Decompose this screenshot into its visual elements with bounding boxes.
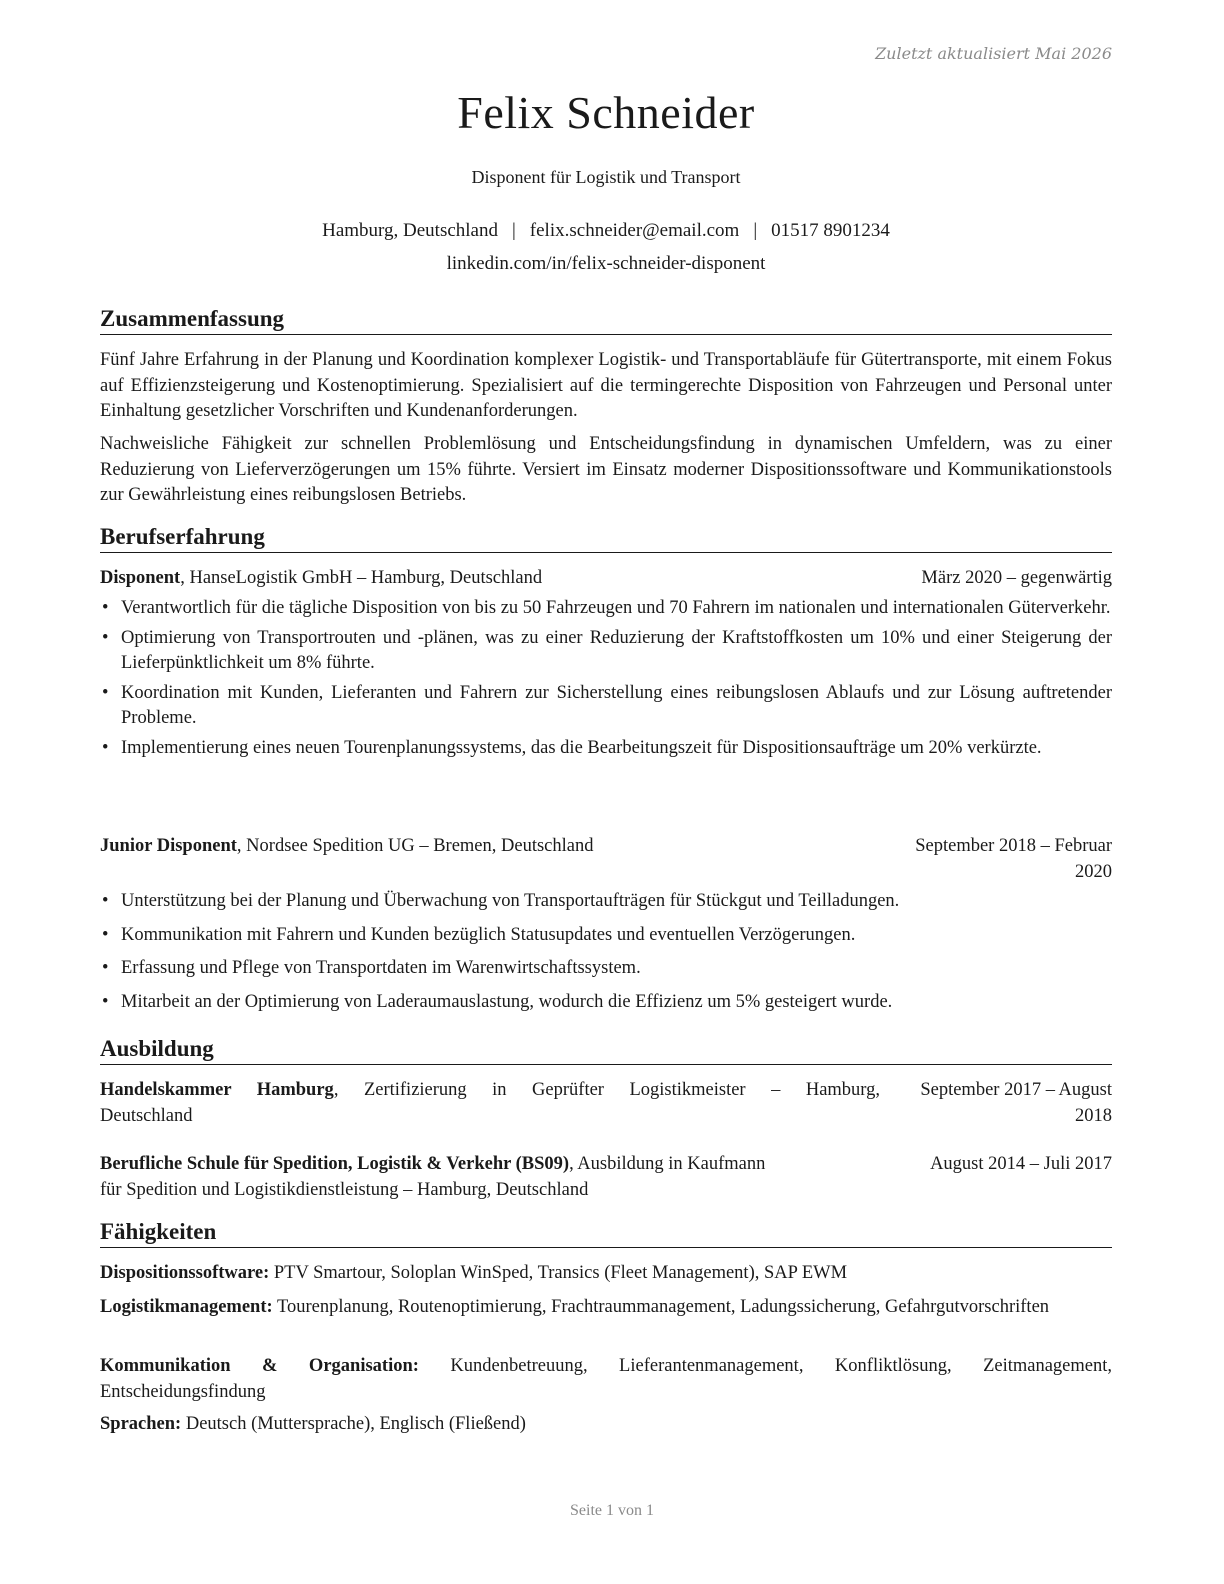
- summary-paragraph: Fünf Jahre Erfahrung in der Planung und Koordination komplexer Logistik- und Transportabläufe für Gütertransporte, mit einem Fokus auf Effizienzsteigerung und Kostenoptimierung. Spezialisiert auf die termingerechte Disposition von Fahrzeugen und Personal unter Einhaltung gesetzlicher Vorschriften und Kundenanforderungen.: [100, 350, 1112, 421]
- education-institution-line: Handelskammer Hamburg, Zertifizierung in Geprüfter Logistikmeister – Hamburg,: [100, 1080, 880, 1100]
- email-link[interactable]: felix.schneider@email.com: [529, 220, 740, 241]
- job-dates: März 2020 – gegenwärtig: [921, 568, 1112, 588]
- list-item: • Optimierung von Transportrouten und -plänen, was zu einer Reduzierung der Kraftstoffkosten um 10% und einer Steigerung der Lieferpünktlichkeit um 8% führte.: [100, 626, 1112, 677]
- education-entry: [100, 1078, 1112, 1130]
- job-header: [100, 834, 1112, 886]
- section-title-education: Ausbildung: [100, 1035, 1112, 1065]
- section-title-summary: Zusammenfassung: [100, 305, 1112, 335]
- last-updated-note: Zuletzt aktualisiert Mai 2026: [875, 44, 1112, 63]
- section-title-experience: Berufserfahrung: [100, 523, 1112, 553]
- contact-separator: |: [511, 220, 516, 241]
- job-bullets: [100, 596, 1112, 761]
- job-company: , HanseLogistik GmbH – Hamburg, Deutschland: [180, 568, 543, 588]
- list-item: • Koordination mit Kunden, Lieferanten und Fahrern zur Sicherstellung eines reibungslosen Ablaufs und zur Lösung auftretender Probleme.: [100, 681, 1112, 732]
- skill-value: Tourenplanung, Routenoptimierung, Frachtraummanagement, Ladungssicherung, Gefahrgutvorschriften: [272, 1297, 1050, 1317]
- list-item: • Unterstützung bei der Planung und Überwachung von Transportaufträgen für Stückgut und Teilladungen.: [100, 889, 1112, 915]
- location-text: Hamburg, Deutschland: [322, 220, 498, 241]
- contact-line: [100, 220, 1112, 242]
- list-item: • Kommunikation mit Fahrern und Kunden bezüglich Statusupdates und eventuellen Verzögerungen.: [100, 923, 1112, 949]
- skill-label: Sprachen:: [100, 1414, 182, 1434]
- person-name: Felix Schneider: [457, 87, 755, 138]
- skill-label: Dispositionssoftware:: [100, 1263, 270, 1283]
- list-item: • Implementierung eines neuen Tourenplanungssystems, das die Bearbeitungszeit für Dispositionsaufträge um 20% verkürzte.: [100, 736, 1112, 762]
- contact-separator: |: [753, 220, 758, 241]
- job-title-company: [100, 566, 542, 592]
- phone-text: 01517 8901234: [771, 220, 890, 241]
- education-institution-line: Berufliche Schule für Spedition, Logistik & Verkehr (BS09), Ausbildung in Kaufmann: [100, 1154, 766, 1174]
- skill-label: Logistikmanagement:: [100, 1297, 273, 1317]
- job-headline: Disponent für Logistik und Transport: [471, 167, 741, 187]
- education-dates: September 2017 – August 2018: [920, 1080, 1112, 1126]
- skill-line: [100, 1354, 1112, 1405]
- institution-name: Berufliche Schule für Spedition, Logistik & Verkehr (BS09): [100, 1154, 570, 1174]
- section-title-skills: Fähigkeiten: [100, 1218, 1112, 1248]
- job-bullets: [100, 889, 1112, 1015]
- education-entry: [100, 1152, 1112, 1204]
- job-title-company: [100, 834, 594, 860]
- list-item: • Erfassung und Pflege von Transportdaten im Warenwirtschaftssystem.: [100, 956, 1112, 982]
- education-dates: August 2014 – Juli 2017: [930, 1154, 1112, 1174]
- skill-line: [100, 1261, 1112, 1287]
- skill-value: Kundenbetreuung, Lieferantenmanagement, Konfliktlösung, Zeitmanagement, Entscheidungsfindung: [100, 1356, 1112, 1402]
- education-detail-line: für Spedition und Logistikdienstleistung – Hamburg, Deutschland: [100, 1179, 589, 1200]
- job-company: , Nordsee Spedition UG – Bremen, Deutschland: [236, 836, 594, 856]
- job-role: Disponent: [100, 568, 181, 588]
- skill-line: [100, 1412, 1112, 1438]
- page-footer: Seite 1 von 1: [570, 1502, 654, 1519]
- skill-label: Kommunikation & Organisation:: [100, 1356, 419, 1376]
- list-item: • Verantwortlich für die tägliche Disposition von bis zu 50 Fahrzeugen und 70 Fahrern im nationalen und internationalen Güterverkehr.: [100, 596, 1112, 622]
- list-item: • Mitarbeit an der Optimierung von Laderaumauslastung, wodurch die Effizienz um 5% gesteigert wurde.: [100, 990, 1112, 1016]
- skill-value: Deutsch (Muttersprache), Englisch (Fließend): [181, 1414, 526, 1434]
- education-detail-line: Deutschland: [100, 1105, 193, 1126]
- skill-value: PTV Smartour, Soloplan WinSped, Transics (Fleet Management), SAP EWM: [269, 1263, 848, 1283]
- linkedin-link[interactable]: linkedin.com/in/felix-schneider-disponent: [446, 253, 766, 274]
- institution-name: Handelskammer Hamburg: [100, 1080, 334, 1100]
- job-role: Junior Disponent: [100, 836, 237, 856]
- summary-paragraph: Nachweisliche Fähigkeit zur schnellen Problemlösung und Entscheidungsfindung in dynamischen Umfeldern, was zu einer Reduzierung von Lieferverzögerungen um 15% führte. Versiert im Einsatz moderner Dispositionssoftware und Kommunikationstools zur Gewährleistung eines reibungslosen Betriebs.: [100, 434, 1112, 505]
- skill-line: [100, 1295, 1112, 1321]
- job-dates: September 2018 – Februar 2020: [915, 836, 1112, 882]
